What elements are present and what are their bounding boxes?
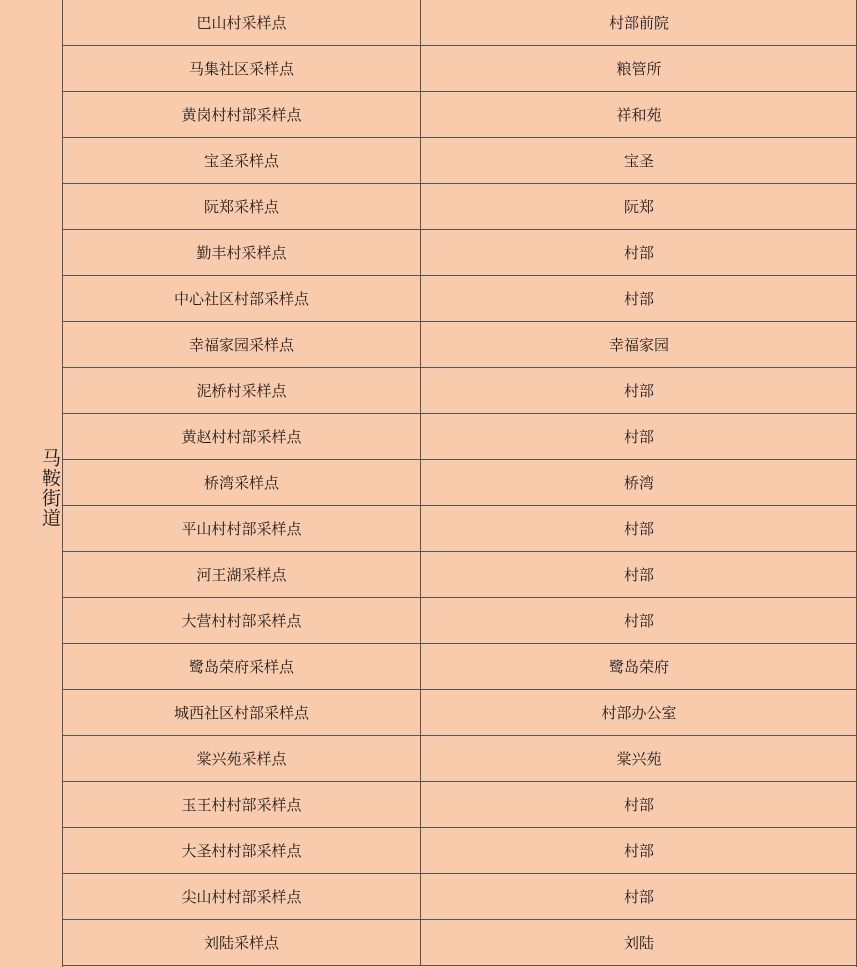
table-row <box>63 414 857 460</box>
table-row <box>63 920 857 966</box>
site-location-cell: 村部 <box>623 796 654 814</box>
site-location-cell: 棠兴苑 <box>616 750 662 768</box>
site-name-cell: 尖山村村部采样点 <box>63 874 421 919</box>
table-row <box>63 184 857 230</box>
site-location-cell: 幸福家园 <box>608 336 669 354</box>
table-row <box>63 460 857 506</box>
table-row <box>63 322 857 368</box>
site-location-cell: 村部 <box>623 382 654 400</box>
table-row <box>63 690 857 736</box>
site-location-cell: 村部 <box>623 520 654 538</box>
site-name-cell: 宝圣采样点 <box>63 138 421 183</box>
site-name-cell: 黄赵村村部采样点 <box>63 414 421 459</box>
table-row <box>63 736 857 782</box>
district-label: 马鞍街道 <box>39 448 61 528</box>
table-row <box>63 598 857 644</box>
table-row <box>63 368 857 414</box>
site-location-cell: 祥和苑 <box>616 106 662 124</box>
site-location-cell: 村部前院 <box>608 14 669 32</box>
site-name-cell: 幸福家园采样点 <box>63 322 421 367</box>
site-name-cell: 阮郑采样点 <box>63 184 421 229</box>
table-row <box>63 46 857 92</box>
site-name-cell: 中心社区村部采样点 <box>63 276 421 321</box>
table-row <box>63 230 857 276</box>
site-name-cell: 大营村村部采样点 <box>63 598 421 643</box>
table-row <box>63 552 857 598</box>
site-name-cell: 河王湖采样点 <box>63 552 421 597</box>
table-row <box>63 0 857 46</box>
table-row <box>63 782 857 828</box>
site-location-cell: 刘陆 <box>623 934 654 952</box>
site-name-cell: 巴山村采样点 <box>63 0 421 45</box>
site-name-cell: 黄岗村村部采样点 <box>63 92 421 137</box>
site-location-cell: 村部办公室 <box>601 704 677 722</box>
site-name-cell: 桥湾采样点 <box>63 460 421 505</box>
site-name-cell: 勤丰村采样点 <box>63 230 421 275</box>
site-name-cell: 大圣村村部采样点 <box>63 828 421 873</box>
site-location-cell: 村部 <box>623 566 654 584</box>
site-location-cell: 粮管所 <box>616 60 662 78</box>
site-name-cell: 城西社区村部采样点 <box>63 690 421 735</box>
site-name-cell: 泥桥村采样点 <box>63 368 421 413</box>
site-location-cell: 村部 <box>623 244 654 262</box>
site-name-cell: 刘陆采样点 <box>63 920 421 965</box>
table-body <box>63 0 857 966</box>
site-location-cell: 村部 <box>623 842 654 860</box>
site-location-cell: 阮郑 <box>623 198 654 216</box>
site-location-cell: 村部 <box>623 290 654 308</box>
site-name-cell: 马集社区采样点 <box>63 46 421 91</box>
table-row <box>63 828 857 874</box>
table-row <box>63 644 857 690</box>
site-name-cell: 棠兴苑采样点 <box>63 736 421 781</box>
table-row <box>63 138 857 184</box>
table-row <box>63 276 857 322</box>
site-name-cell: 鹭岛荣府采样点 <box>63 644 421 689</box>
site-location-cell: 村部 <box>623 888 654 906</box>
site-location-cell: 村部 <box>623 612 654 630</box>
table-row <box>63 506 857 552</box>
site-name-cell: 玉王村村部采样点 <box>63 782 421 827</box>
site-location-cell: 鹭岛荣府 <box>608 658 669 676</box>
site-location-cell: 村部 <box>623 428 654 446</box>
site-location-cell: 宝圣 <box>623 152 654 170</box>
site-location-cell: 桥湾 <box>623 474 654 492</box>
table-row <box>63 874 857 920</box>
district-cell <box>0 0 63 967</box>
table-row <box>63 92 857 138</box>
site-name-cell: 平山村村部采样点 <box>63 506 421 551</box>
